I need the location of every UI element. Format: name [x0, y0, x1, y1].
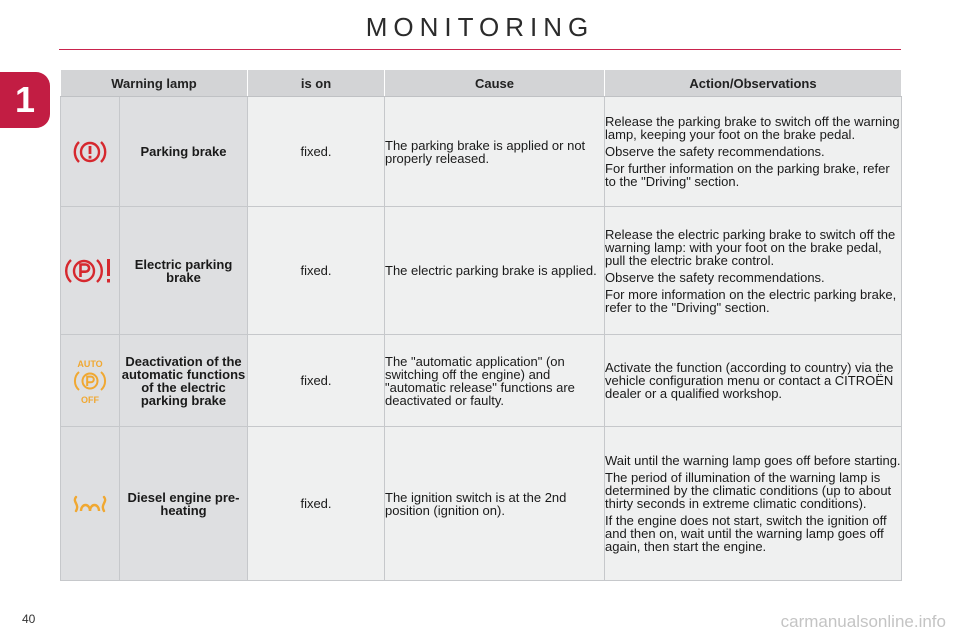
column-header-cause: Cause — [385, 70, 605, 97]
is-on-value: fixed. — [248, 427, 385, 581]
auto-parking-brake-off-icon — [61, 358, 119, 404]
column-header-action: Action/Observations — [605, 70, 902, 97]
cause-text: The parking brake is applied or not properly released. — [385, 97, 605, 207]
action-paragraph: Release the electric parking brake to switch off the warning lamp: with your foot on the brake pedal, pull the electric brake control. — [605, 226, 896, 268]
watermark: carmanualsonline.info — [780, 612, 946, 631]
action-observations — [605, 97, 902, 207]
action-paragraph: Activate the function (according to country) via the vehicle configuration menu or contact a CITROËN dealer or a qualified workshop. — [605, 360, 894, 401]
action-paragraph: Release the parking brake to switch off the warning lamp, keeping your foot on the brake pedal. — [605, 114, 900, 142]
title-rule — [59, 49, 901, 50]
lamp-name: Diesel engine pre-heating — [120, 427, 248, 581]
diesel-preheating-icon — [61, 494, 119, 514]
warning-lamp-table — [60, 69, 902, 581]
auto-label: AUTO — [77, 358, 103, 369]
table-row — [61, 335, 902, 427]
action-paragraph: If the engine does not start, switch the ignition off and then on, wait until the warning lamp goes off again, then start the engine. — [605, 513, 887, 554]
lamp-icon-cell — [61, 97, 120, 207]
table-row — [61, 97, 902, 207]
lamp-name: Parking brake — [120, 97, 248, 207]
parking-brake-warning-icon — [61, 137, 119, 167]
page-title: MONITORING — [365, 12, 595, 42]
action-paragraph: The period of illumination of the warning lamp is determined by the climatic conditions (up to about thirty seconds in extreme climatic conditions). — [605, 470, 892, 511]
action-paragraph: For more information on the electric parking brake, refer to the "Driving" section. — [605, 286, 897, 315]
cause-text: The ignition switch is at the 2nd position (ignition on). — [385, 427, 605, 581]
cause-text: The "automatic application" (on switching off the engine) and "automatic release" functions are deactivated or faulty. — [385, 335, 605, 427]
electric-parking-brake-icon — [61, 254, 119, 288]
action-paragraph: Observe the safety recommendations. — [605, 144, 825, 159]
table-row — [61, 207, 902, 335]
action-paragraph: Wait until the warning lamp goes off before starting. — [605, 453, 901, 468]
column-header-is-on: is on — [248, 70, 385, 97]
lamp-name: Deactivation of the automatic functions of the electric parking brake — [120, 335, 248, 427]
chapter-tab: 1 — [0, 72, 50, 128]
table-header-row — [61, 70, 902, 97]
is-on-value: fixed. — [248, 97, 385, 207]
lamp-icon-cell — [61, 427, 120, 581]
action-observations — [605, 207, 902, 335]
action-observations — [605, 335, 902, 427]
is-on-value: fixed. — [248, 335, 385, 427]
column-header-warning-lamp: Warning lamp — [61, 70, 248, 97]
is-on-value: fixed. — [248, 207, 385, 335]
action-paragraph: For further information on the parking brake, refer to the "Driving" section. — [605, 161, 890, 189]
table-row — [61, 427, 902, 581]
lamp-icon-cell — [61, 207, 120, 335]
off-label: OFF — [81, 394, 99, 404]
lamp-icon-cell — [61, 335, 120, 427]
lamp-name: Electric parking brake — [120, 207, 248, 335]
action-observations — [605, 427, 902, 581]
cause-text: The electric parking brake is applied. — [385, 207, 605, 335]
page-number: 40 — [22, 612, 36, 626]
action-paragraph: Observe the safety recommendations. — [605, 269, 825, 285]
